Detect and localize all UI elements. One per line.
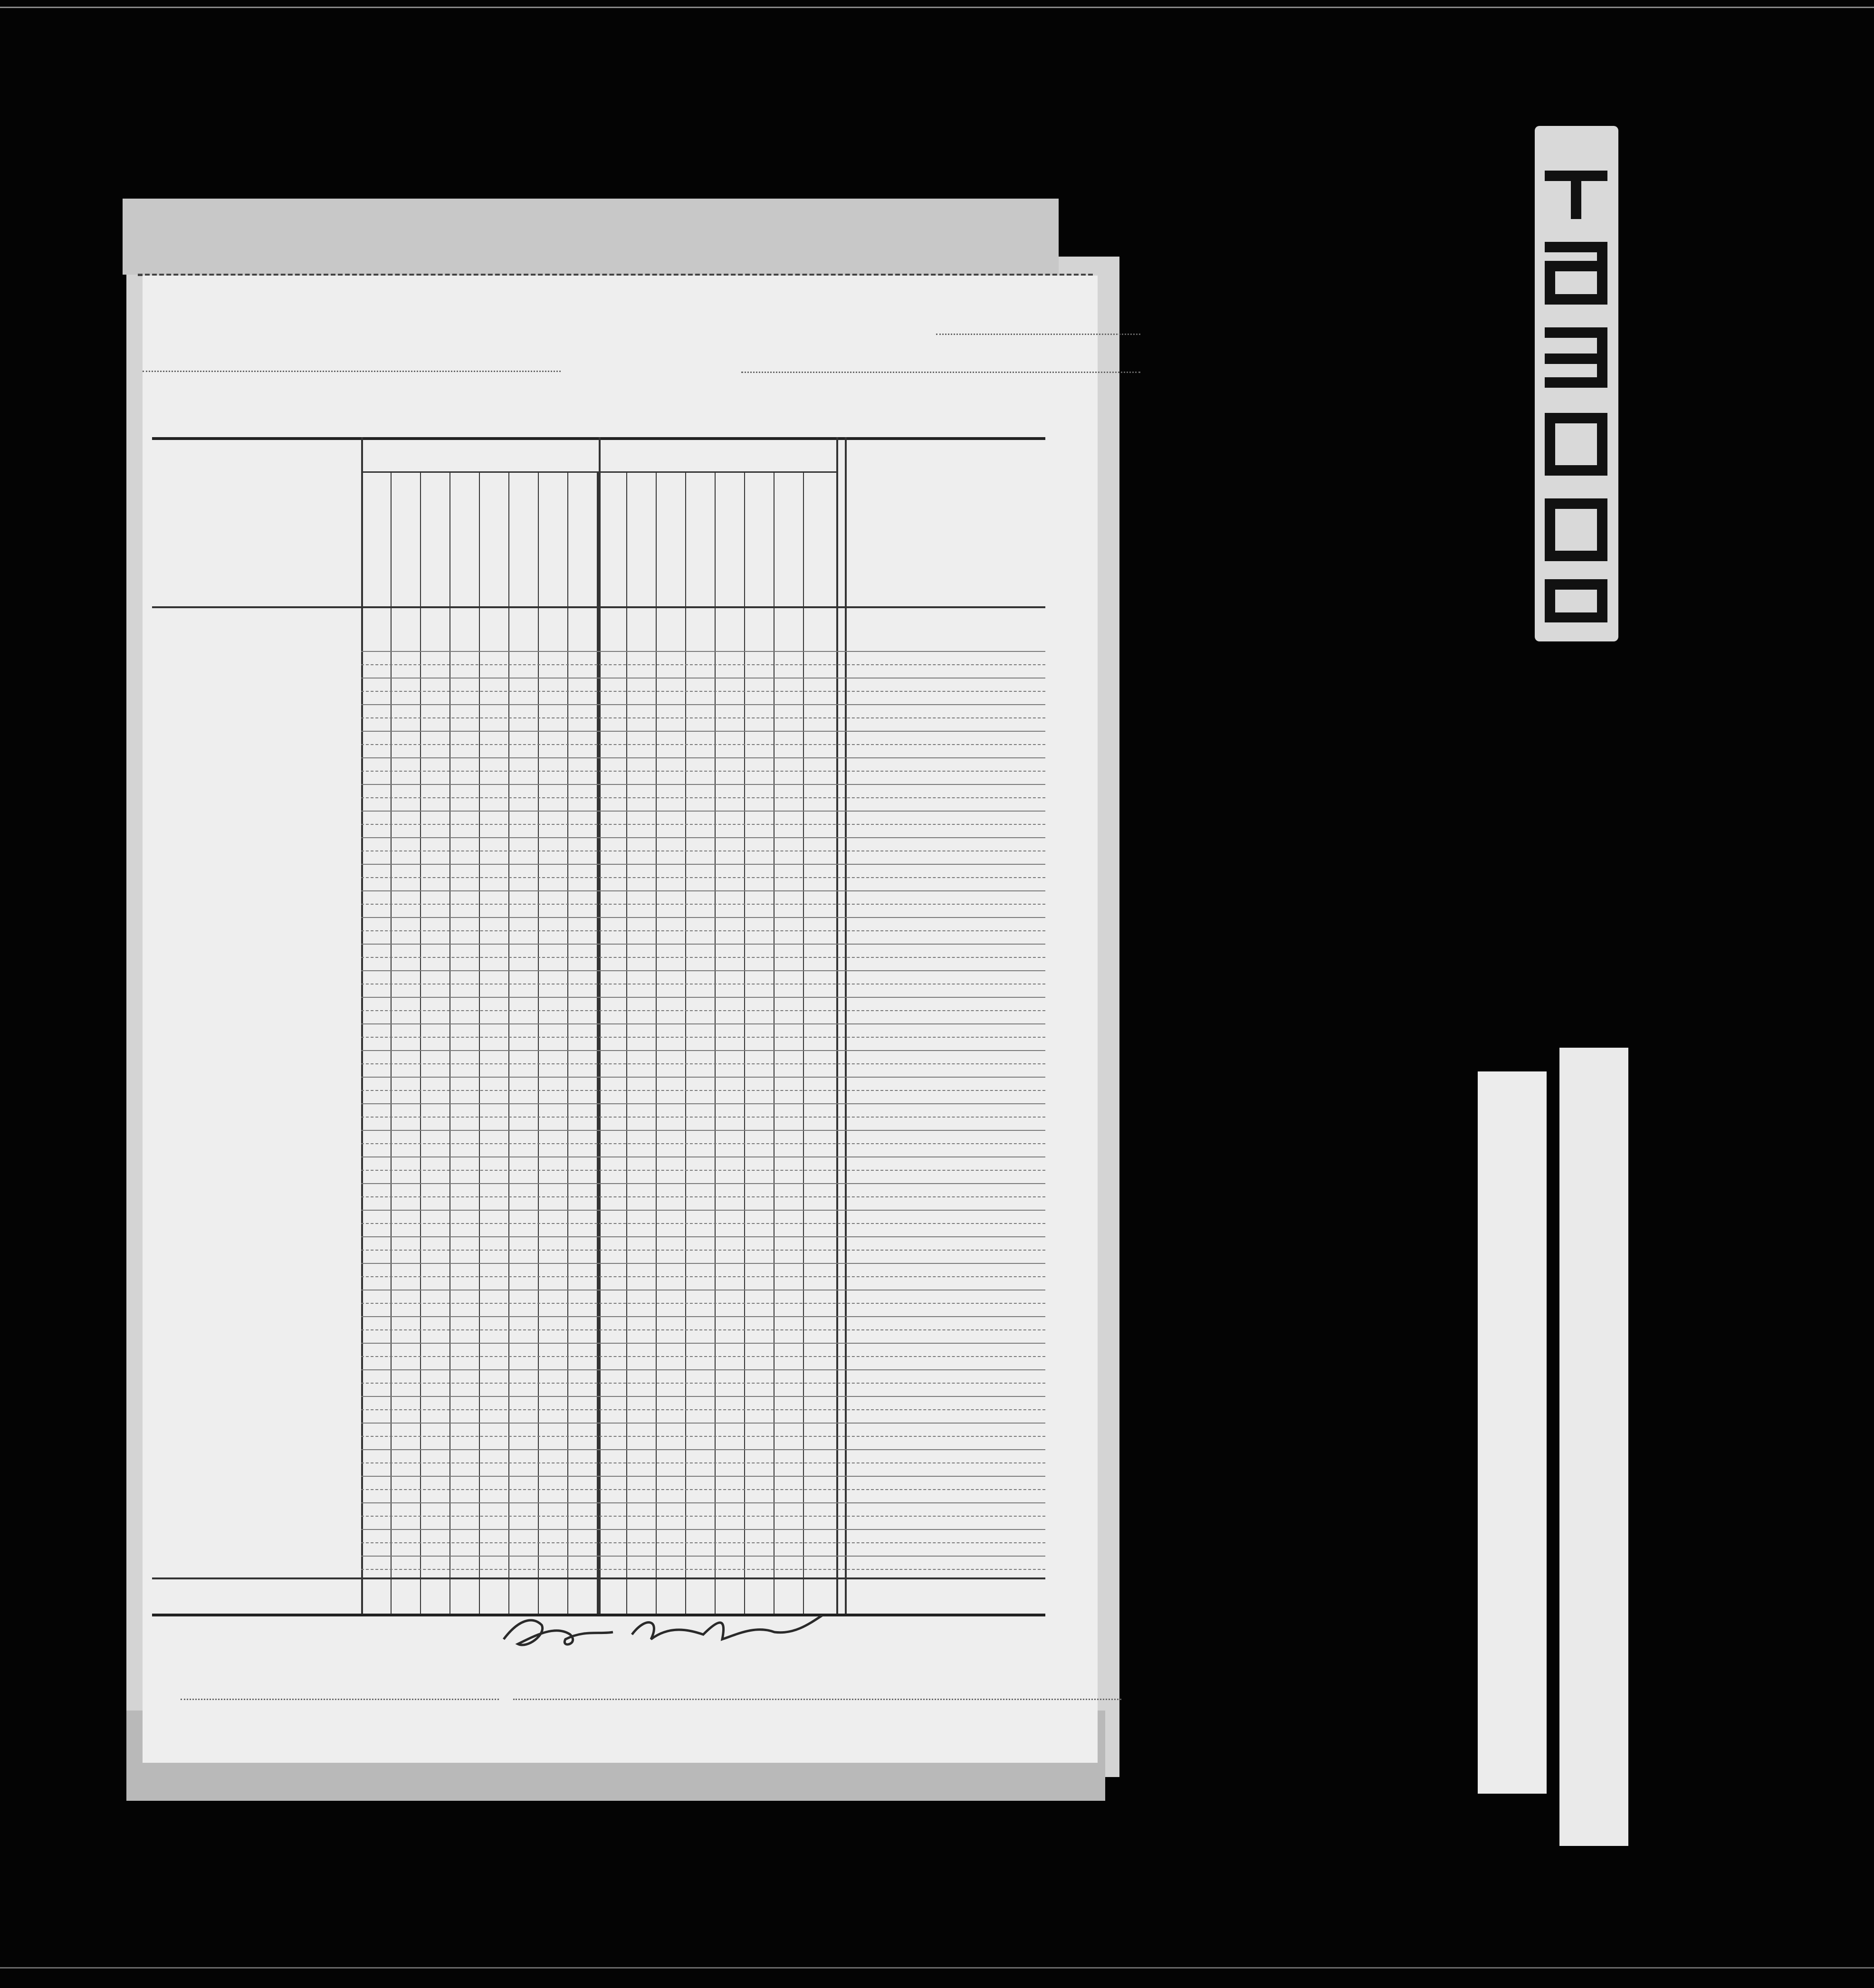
row-rule (361, 1077, 1045, 1078)
row-rule (361, 1329, 1045, 1330)
row-rule (361, 1303, 1045, 1304)
row-rule (361, 1263, 1045, 1264)
row-rule (361, 1156, 1045, 1157)
sub-column-rule (715, 471, 716, 1614)
row-rule (361, 1223, 1045, 1224)
row-rule (361, 970, 1045, 971)
row-rule (361, 1143, 1045, 1144)
row-rule (361, 1236, 1045, 1237)
reinforcements-right-rule (836, 437, 838, 1614)
row-rule (361, 1556, 1045, 1557)
row-rule (361, 1250, 1045, 1251)
row-rule (361, 744, 1045, 745)
sub-column-rule (656, 471, 657, 1614)
row-rule (361, 1462, 1045, 1463)
row-rule (361, 1476, 1045, 1477)
sub-column-rule (803, 471, 804, 1614)
row-rule (361, 1103, 1045, 1104)
perforated-stub (123, 199, 1059, 275)
row-rule (361, 717, 1045, 718)
row-rule (361, 1343, 1045, 1344)
sub-column-rule (479, 471, 480, 1614)
row-rule (361, 1023, 1045, 1024)
bottom-border-line (0, 1967, 1874, 1969)
row-rule (361, 1409, 1045, 1410)
top-border-line (0, 7, 1874, 8)
row-rule (361, 811, 1045, 812)
army-form-sheet (143, 276, 1098, 1763)
row-rule (361, 944, 1045, 945)
row-rule (361, 997, 1045, 998)
row-rule (361, 1569, 1045, 1570)
row-rule (361, 1396, 1045, 1397)
sub-column-rule (567, 471, 568, 1614)
row-rule (361, 824, 1045, 825)
sub-column-rule (538, 471, 539, 1614)
row-rule (361, 704, 1045, 705)
row-rule (361, 1196, 1045, 1197)
row-rule (361, 1449, 1045, 1450)
row-rule (361, 1183, 1045, 1184)
row-rule (361, 1090, 1045, 1091)
national-defence-label (1478, 1071, 1547, 1794)
sub-column-rule (508, 471, 509, 1614)
row-rule (361, 1130, 1045, 1131)
row-rule (361, 1316, 1045, 1317)
sub-column-rule (626, 471, 627, 1614)
row-rule (361, 917, 1045, 918)
detail-column-rule (361, 437, 363, 1614)
row-rule (361, 904, 1045, 905)
unit-dotted-line (143, 371, 561, 372)
group-divider-rule (599, 437, 601, 1614)
sub-column-rule (744, 471, 745, 1614)
row-rule (361, 1423, 1045, 1424)
row-rule (361, 890, 1045, 891)
row-rule (361, 877, 1045, 878)
row-rule (361, 1117, 1045, 1118)
row-rule (361, 1516, 1045, 1517)
commander-signature (489, 1606, 851, 1663)
row-rule (361, 771, 1045, 772)
bde-dotted-line (513, 1699, 1121, 1700)
row-rule (361, 1542, 1045, 1543)
row-rule (361, 691, 1045, 692)
row-rule (361, 1210, 1045, 1211)
row-rule (361, 1529, 1045, 1530)
row-rule (361, 1170, 1045, 1171)
row-rule (361, 678, 1045, 679)
row-rule (361, 1037, 1045, 1038)
row-rule (361, 1010, 1045, 1011)
row-rule (361, 1383, 1045, 1384)
row-rule (361, 1050, 1045, 1051)
remarks-left-rule (845, 437, 847, 1614)
row-rule (361, 664, 1045, 665)
row-rule (361, 784, 1045, 785)
sub-column-rule (391, 471, 392, 1614)
archives-label (1559, 1048, 1628, 1846)
row-rule (361, 1369, 1045, 1370)
despatch-dotted-line (181, 1699, 499, 1700)
row-rule (361, 1063, 1045, 1064)
row-rule (361, 930, 1045, 931)
sub-column-rule (449, 471, 450, 1614)
sub-column-rule (685, 471, 686, 1614)
row-rule (361, 864, 1045, 865)
row-rule (361, 1436, 1045, 1437)
row-rule (361, 757, 1045, 758)
serial-dotted-line (936, 334, 1140, 335)
stamp-number-graphic (1536, 143, 1616, 622)
row-rule (361, 651, 1045, 652)
row-rule (361, 957, 1045, 958)
row-rule (361, 731, 1045, 732)
sub-column-rule (420, 471, 421, 1614)
row-rule (361, 837, 1045, 838)
row-rule (361, 797, 1045, 798)
row-rule (361, 1502, 1045, 1503)
row-rule (361, 1489, 1045, 1490)
row-rule (361, 1356, 1045, 1357)
week-dotted-line (741, 372, 1140, 373)
row-rule (361, 1276, 1045, 1277)
